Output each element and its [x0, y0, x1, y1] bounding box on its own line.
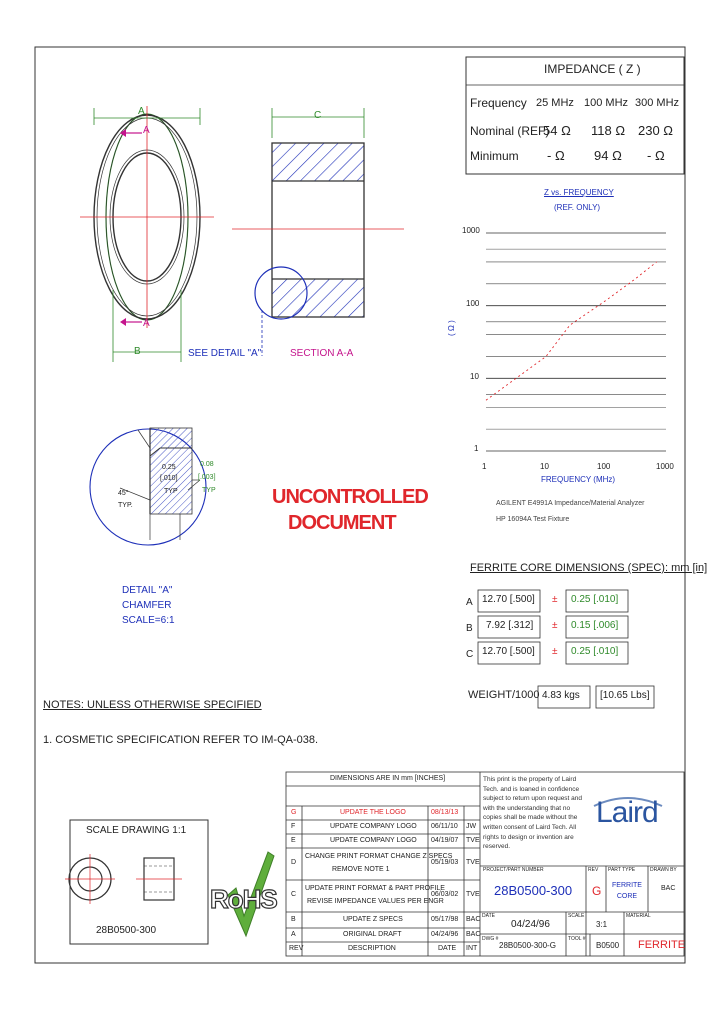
project-label: PROJECT/PART NUMBER: [483, 867, 544, 873]
date-cell: 08/13/13: [431, 809, 459, 816]
type-value: FERRITE CORE: [612, 882, 642, 900]
scale-label: SCALE: [568, 913, 585, 919]
col-desc: DESCRIPTION: [348, 945, 396, 952]
chart-xlabel: FREQUENCY (MHz): [541, 475, 616, 484]
scale-box-title: SCALE DRAWING 1:1: [86, 825, 187, 836]
minimum-300: - Ω: [647, 148, 665, 163]
section-arrow-a-bottom: A: [143, 318, 150, 329]
drawn-label: DRAWN BY: [650, 867, 677, 873]
detail-angle: 45°: [118, 490, 129, 497]
tool-value: B0500: [596, 941, 620, 950]
detail-dim-025: 0.25: [162, 464, 176, 471]
col-int: INT: [466, 945, 478, 952]
desc-cell: UPDATE COMPANY LOGO: [330, 837, 417, 844]
weight-lbs: [10.65 Lbs]: [600, 690, 650, 701]
nominal-100: 118 Ω: [591, 123, 626, 138]
freq-25: 25 MHz: [536, 97, 574, 109]
freq-300: 300 MHz: [635, 97, 680, 109]
rev-header: DIMENSIONS ARE IN mm [INCHES]: [330, 775, 446, 782]
test-equipment-2: HP 16094A Test Fixture: [496, 516, 570, 523]
dims-label: C: [466, 649, 474, 660]
desc-cell: CHANGE PRINT FORMAT CHANGE Z SPECS: [305, 853, 453, 860]
freq-100: 100 MHz: [584, 97, 629, 109]
impedance-chart: [486, 262, 657, 400]
x-tick-1000: 1000: [656, 462, 674, 471]
date-cell: 06/11/10: [431, 823, 458, 830]
rev-label: REV: [588, 867, 599, 873]
desc-cell: ORIGINAL DRAFT: [343, 931, 402, 938]
impedance-title: IMPEDANCE ( Z ): [544, 62, 641, 76]
int-cell: TVE: [466, 891, 480, 898]
proprietary-notice: This print is the property of Laird Tech. and is loaned in confidence subject to return upon request and with the understanding that no copies shall be made without the written consent of Laird Tech. All rights to design or invention are reserved.: [483, 776, 583, 851]
rev-cell: A: [291, 931, 296, 938]
date-cell: 04/19/07: [431, 837, 459, 844]
detail-dim-003: [.003]: [198, 474, 216, 481]
weight-label: WEIGHT/1000: [468, 689, 540, 701]
watermark-line1: UNCONTROLLED: [272, 486, 428, 508]
notes-title: NOTES: UNLESS OTHERWISE SPECIFIED: [43, 699, 262, 711]
date-cell: 04/24/96: [431, 931, 459, 938]
dim-label-b: B: [134, 346, 141, 357]
watermark-line2: DOCUMENT: [288, 512, 396, 534]
int-cell: TVE: [466, 837, 480, 844]
y-tick-1000: 1000: [462, 226, 480, 235]
dims-tol: 0.25 [.010]: [571, 594, 619, 605]
minimum-label: Minimum: [470, 149, 519, 163]
desc-cell-2: REMOVE NOTE 1: [332, 866, 390, 873]
detail-typ-2: TYP: [202, 487, 216, 494]
rev-cell: E: [291, 837, 296, 844]
dims-tol-sign: ±: [552, 620, 558, 631]
rev-cell: G: [291, 809, 297, 816]
dim-label-c: C: [314, 110, 322, 121]
dims-label: A: [466, 597, 473, 608]
scale-box-part: 28B0500-300: [96, 925, 157, 936]
chart-ylabel: ( Ω ): [447, 320, 456, 336]
rohs-label: RoHS: [210, 884, 277, 914]
chart-axes: [486, 233, 666, 451]
y-tick-100: 100: [466, 299, 480, 308]
minimum-100: 94 Ω: [594, 148, 622, 163]
dims-title: FERRITE CORE DIMENSIONS (SPEC): mm [in]: [470, 562, 708, 574]
x-tick-1: 1: [482, 462, 487, 471]
detail-typ-1: TYP: [164, 488, 178, 495]
detail-dim-008: 0.08: [200, 461, 214, 468]
minimum-25: - Ω: [547, 148, 565, 163]
dims-tol: 0.15 [.006]: [571, 620, 619, 631]
chart-title: Z vs. FREQUENCY: [544, 188, 614, 197]
dims-label: B: [466, 623, 473, 634]
date-value: 04/24/96: [511, 919, 550, 930]
dims-value: 7.92 [.312]: [486, 620, 534, 631]
material-label: MATERIAL: [626, 913, 651, 919]
weight-kg: 4.83 kgs: [542, 690, 580, 701]
section-arrow-a-top: A: [143, 125, 150, 136]
scale-value: 3:1: [596, 920, 608, 929]
laird-logo: Laird: [596, 796, 658, 829]
y-tick-1: 1: [474, 444, 479, 453]
section-label: SECTION A-A: [290, 348, 354, 359]
dims-tol: 0.25 [.010]: [571, 646, 619, 657]
dwg-label: DWG #: [482, 936, 499, 942]
test-equipment-1: AGILENT E4991A Impedance/Material Analyzer: [496, 500, 645, 507]
date-cell: 06/03/02: [431, 891, 459, 898]
nominal-label: Nominal (REF): [470, 124, 550, 138]
x-tick-100: 100: [597, 462, 611, 471]
nominal-25: 54 Ω: [543, 123, 571, 138]
dim-label-a: A: [138, 106, 145, 117]
int-cell: BAC: [466, 931, 481, 938]
desc-cell: UPDATE COMPANY LOGO: [330, 823, 417, 830]
y-tick-10: 10: [470, 372, 479, 381]
section-view: [232, 108, 404, 356]
desc-cell: UPDATE THE LOGO: [340, 809, 406, 816]
rev-cell: D: [291, 859, 297, 866]
detail-scale: SCALE=6:1: [122, 615, 175, 626]
int-cell: BAC: [466, 916, 481, 923]
series-line-z: [486, 262, 657, 400]
dims-value: 12.70 [.500]: [482, 646, 535, 657]
part-number: 28B0500-300: [494, 883, 573, 898]
detail-dim-010: [.010]: [160, 475, 178, 482]
detail-angle-typ: TYP.: [118, 502, 133, 509]
dims-tol-sign: ±: [552, 594, 558, 605]
dwg-value: 28B0500-300-G: [499, 941, 556, 950]
desc-cell: UPDATE Z SPECS: [343, 916, 403, 923]
x-tick-10: 10: [540, 462, 549, 471]
detail-a: [90, 428, 206, 545]
desc-cell: UPDATE PRINT FORMAT & PART PROFILE: [305, 885, 445, 892]
col-date: DATE: [438, 945, 457, 952]
date-cell: 05/17/98: [431, 916, 459, 923]
freq-label: Frequency: [470, 96, 527, 110]
date-cell: 05/19/03: [431, 859, 459, 866]
drawn-value: BAC: [661, 885, 676, 892]
rev-cell: F: [291, 823, 296, 830]
col-rev: REV: [289, 945, 304, 952]
detail-chamfer: CHAMFER: [122, 600, 172, 611]
type-label: PART TYPE: [608, 867, 636, 873]
desc-cell-2: REVISE IMPEDANCE VALUES PER ENGR: [307, 898, 444, 905]
int-cell: JW: [466, 823, 477, 830]
rev-cell: B: [291, 916, 296, 923]
see-detail-label: SEE DETAIL "A": [188, 348, 262, 359]
dims-value: 12.70 [.500]: [482, 594, 535, 605]
chart-subtitle: (REF. ONLY): [554, 203, 601, 212]
dims-tol-sign: ±: [552, 646, 558, 657]
date-label: DATE: [482, 913, 495, 919]
note-1: 1. COSMETIC SPECIFICATION REFER TO IM-QA-038.: [43, 734, 319, 746]
nominal-300: 230 Ω: [638, 123, 674, 138]
detail-title: DETAIL "A": [122, 585, 173, 596]
material-value: FERRITE: [638, 939, 686, 951]
int-cell: TVE: [466, 859, 480, 866]
rev-value: G: [592, 884, 602, 898]
rev-cell: C: [291, 891, 297, 898]
tool-label: TOOL #: [568, 936, 586, 942]
